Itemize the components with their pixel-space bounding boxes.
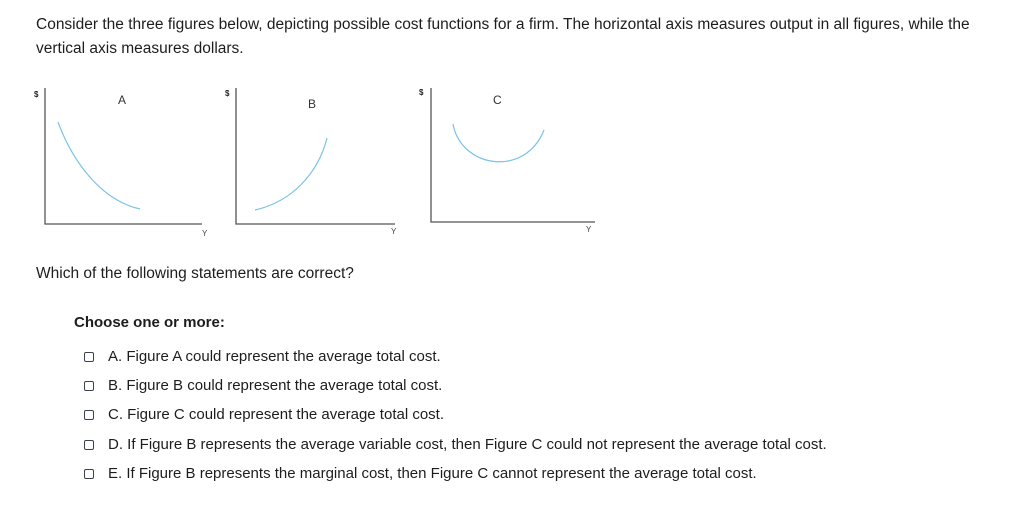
option-d-label[interactable]: D. If Figure B represents the average variable cost, then Figure C could not represent the average total cost. bbox=[108, 435, 827, 453]
option-d-checkbox[interactable] bbox=[84, 440, 94, 450]
figure-b-y-axis-symbol: $ bbox=[225, 89, 230, 98]
choose-label: Choose one or more: bbox=[74, 314, 225, 331]
figures-row bbox=[30, 82, 600, 242]
option-b-checkbox[interactable] bbox=[84, 381, 94, 391]
figure-c bbox=[417, 82, 592, 242]
figure-c-graph bbox=[417, 82, 592, 242]
figure-b-x-axis-label: Y bbox=[391, 227, 397, 236]
figure-a-x-axis-label: Y bbox=[202, 229, 208, 238]
option-d[interactable] bbox=[84, 430, 827, 459]
figure-a-graph bbox=[30, 82, 208, 242]
option-e[interactable] bbox=[84, 459, 827, 488]
option-c-checkbox[interactable] bbox=[84, 410, 94, 420]
figure-c-y-axis-symbol: $ bbox=[419, 88, 424, 97]
option-b[interactable] bbox=[84, 371, 827, 400]
figure-c-axes bbox=[431, 88, 595, 222]
option-a-label[interactable]: A. Figure A could represent the average total cost. bbox=[108, 347, 441, 365]
option-e-label[interactable]: E. If Figure B represents the marginal cost, then Figure C cannot represent the average total cost. bbox=[108, 464, 757, 482]
option-c-label[interactable]: C. Figure C could represent the average total cost. bbox=[108, 406, 445, 424]
figure-a-y-axis-symbol: $ bbox=[34, 90, 39, 99]
figure-b bbox=[223, 82, 397, 242]
answer-options bbox=[84, 342, 827, 488]
option-e-checkbox[interactable] bbox=[84, 469, 94, 479]
figure-a-letter: A bbox=[118, 93, 127, 107]
option-c[interactable] bbox=[84, 401, 827, 430]
figure-c-x-axis-label: Y bbox=[586, 225, 592, 234]
option-a[interactable] bbox=[84, 342, 827, 371]
figure-b-letter: B bbox=[308, 97, 317, 111]
figure-a-curve bbox=[58, 122, 140, 209]
question-text: Consider the three figures below, depicting possible cost functions for a firm. The horizontal axis measures output in all figures, while the vertical axis measures dollars. bbox=[36, 16, 970, 57]
option-a-checkbox[interactable] bbox=[84, 352, 94, 362]
figure-c-letter: C bbox=[493, 93, 502, 107]
figure-b-graph bbox=[223, 82, 397, 242]
figure-b-curve bbox=[255, 138, 327, 210]
question-prompt: Which of the following statements are correct? bbox=[36, 265, 354, 282]
option-b-label[interactable]: B. Figure B could represent the average total cost. bbox=[108, 376, 443, 394]
figure-a bbox=[30, 82, 208, 242]
figure-c-curve bbox=[453, 124, 544, 162]
